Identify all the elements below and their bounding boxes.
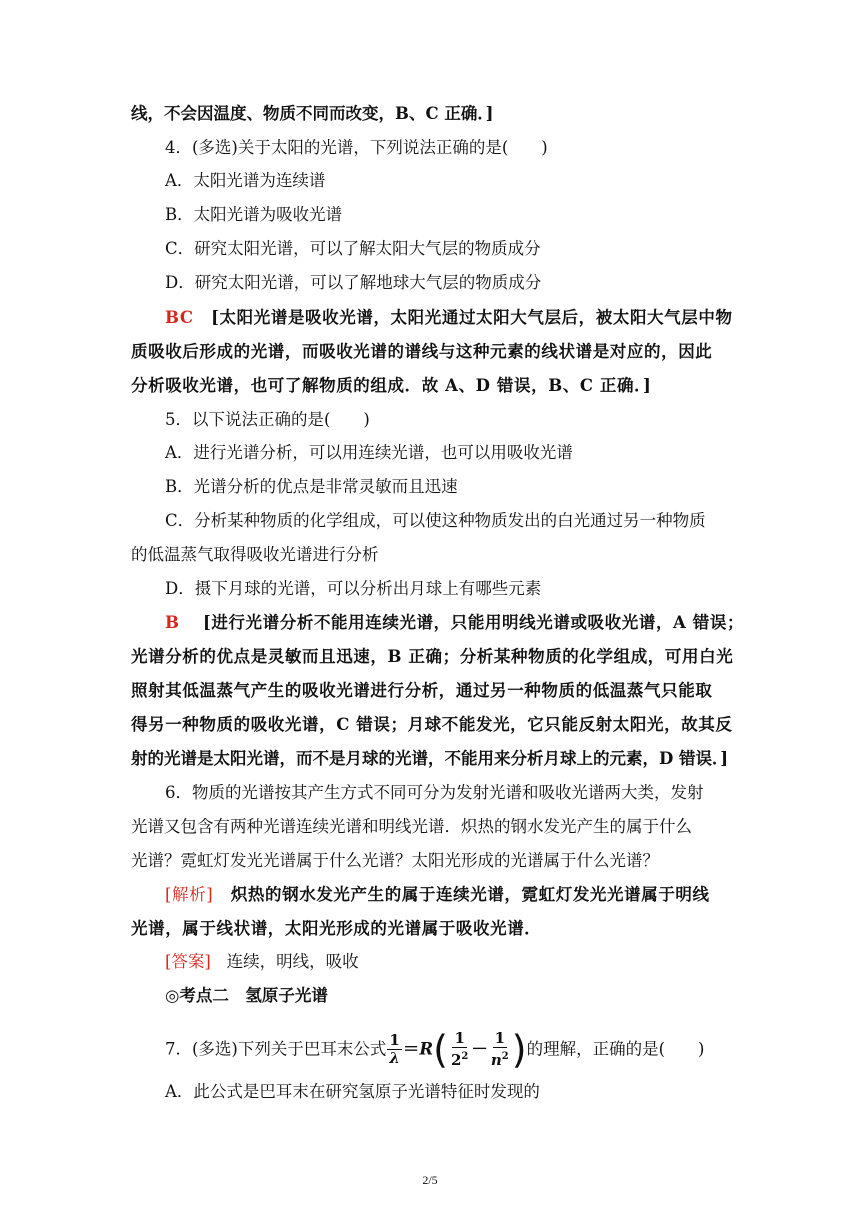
explanation-text: 质吸收后形成的光谱，而吸收光谱的谱线与这种元素的线状谱是对应的，因此 xyxy=(131,342,713,361)
option-c: C．研究太阳光谱，可以了解太阳大气层的物质成分 xyxy=(165,239,541,258)
answer-text: 连续，明线，吸收 xyxy=(226,952,359,971)
option-d: D．研究太阳光谱，可以了解地球大气层的物质成分 xyxy=(165,273,542,292)
section-heading: ◎考点二 氢原子光谱 xyxy=(165,986,328,1005)
option-b: B．太阳光谱为吸收光谱 xyxy=(165,205,343,224)
explanation-text: [太阳光谱是吸收光谱，太阳光通过太阳大气层后，被太阳大气层中物 xyxy=(211,308,733,327)
explanation-text: 得另一种物质的吸收光谱，C 错误；月球不能发光，它只能反射太阳光，故其反 xyxy=(131,715,733,734)
page-number: 2/5 xyxy=(422,1173,438,1187)
answer-5-line xyxy=(165,612,744,634)
explanation-text: [进行光谱分析不能用连续光谱，只能用明线光谱或吸收光谱，A 错误； xyxy=(202,613,745,632)
explanation-text: 光谱，属于线状谱，太阳光形成的光谱属于吸收光谱． xyxy=(131,919,542,938)
fraction: $\frac{1}{n^2}$ xyxy=(490,1029,509,1069)
question-6: 6．物质的光谱按其产生方式不同可分为发射光谱和吸收光谱两大类，发射 xyxy=(165,783,704,802)
answer-key: B xyxy=(165,613,180,632)
question-text: 7．(多选)下列关于巴耳末公式 xyxy=(165,1039,387,1059)
explanation-text: 射的光谱是太阳光谱，而不是月球的光谱，不能用来分析月球上的元素，D 错误．] xyxy=(131,749,729,768)
explanation-text: 光谱分析的优点是灵敏而且迅速，B 正确；分析某种物质的化学组成，可用白光 xyxy=(131,647,734,666)
option-a: A．此公式是巴耳末在研究氢原子光谱特征时发现的 xyxy=(165,1082,540,1101)
question-4: 4．(多选)关于太阳的光谱，下列说法正确的是( ) xyxy=(165,138,548,157)
right-paren: ) xyxy=(511,1027,527,1072)
option-c: C．分析某种物质的化学组成，可以使这种物质发出的白光通过另一种物质 xyxy=(165,511,706,530)
option-a: A．太阳光谱为连续谱 xyxy=(165,171,326,190)
explanation-text: 照射其低温蒸气产生的吸收光谱进行分析，通过另一种物质的低温蒸气只能取 xyxy=(131,681,713,700)
question-6-continued: 光谱？霓虹灯发光光谱属于什么光谱？太阳光形成的光谱属于什么光谱？ xyxy=(131,851,659,870)
answer-tag: [答案] xyxy=(165,952,211,971)
answer-key: BC xyxy=(165,308,194,327)
question-6-continued: 光谱又包含有两种光谱连续光谱和明线光谱．炽热的钢水发光产生的属于什么 xyxy=(131,817,692,836)
answer-4-line xyxy=(165,307,733,329)
left-paren: ( xyxy=(433,1027,448,1072)
question-7 xyxy=(165,1027,705,1072)
explanation-text: 分析吸收光谱，也可了解物质的组成．故 A、D 错误，B、C 正确．] xyxy=(131,376,652,395)
option-c-continued: 的低温蒸气取得吸收光谱进行分析 xyxy=(131,545,379,564)
analysis-tag: [解析] xyxy=(165,885,214,904)
question-5: 5．以下说法正确的是( ) xyxy=(165,410,370,429)
balmer-formula: $\frac{1}{\lambda}$ ＝R( $\frac{1}{2^2}$ － $\frac{1}{n^2}$ ) xyxy=(389,1027,527,1072)
text-line: 线，不会因温度、物质不同而改变，B、C 正确．] xyxy=(131,104,494,123)
answer-line xyxy=(165,951,359,973)
option-b: B．光谱分析的优点是非常灵敏而且迅速 xyxy=(165,477,458,496)
fraction: $\frac{1}{\lambda}$ xyxy=(389,1031,400,1067)
explanation-text: 炽热的钢水发光产生的属于连续光谱，霓虹灯发光光谱属于明线 xyxy=(230,885,710,904)
option-a: A．进行光谱分析，可以用连续光谱，也可以用吸收光谱 xyxy=(165,443,573,462)
option-d: D．摄下月球的光谱，可以分析出月球上有哪些元素 xyxy=(165,579,542,598)
analysis-line xyxy=(165,884,710,906)
fraction: $\frac{1}{2^2}$ xyxy=(450,1029,469,1069)
question-text: 的理解，正确的是( ) xyxy=(526,1039,705,1059)
